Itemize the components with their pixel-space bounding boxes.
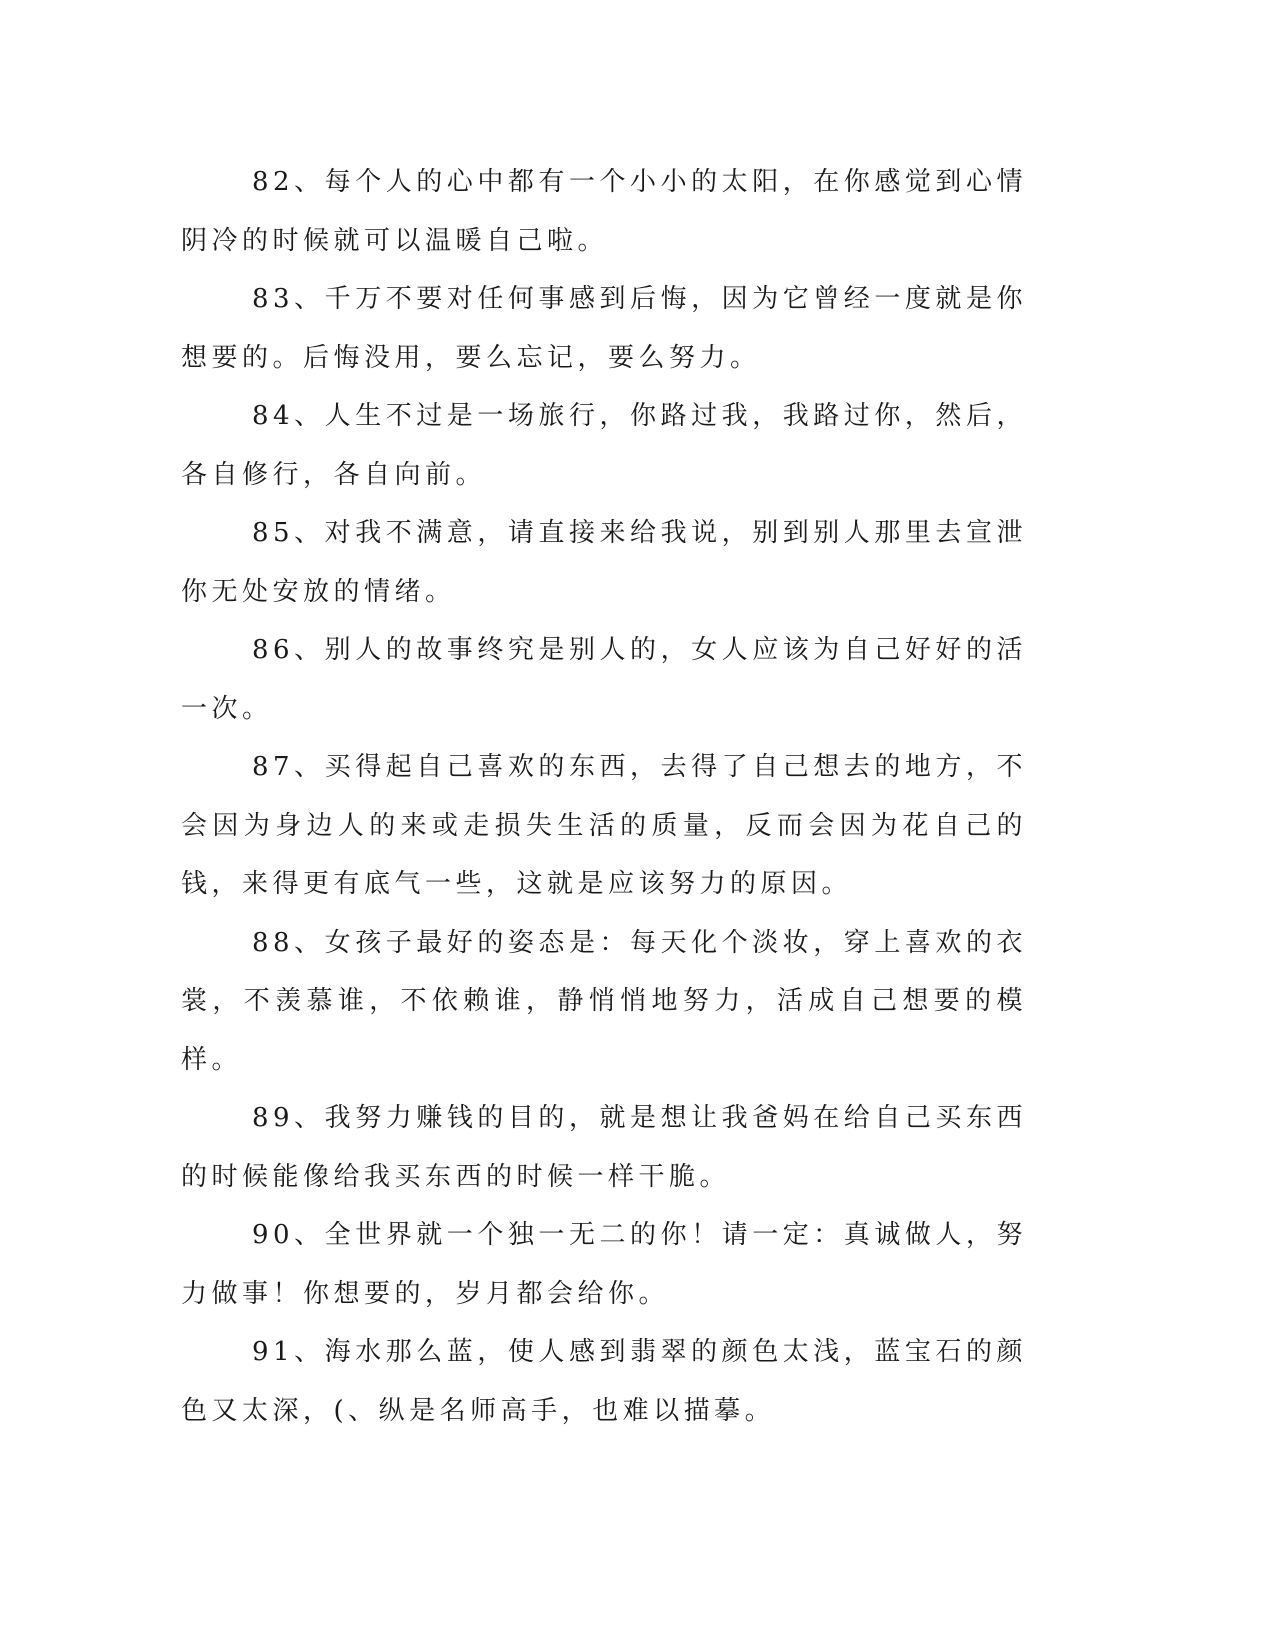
paragraph-86: 86、别人的故事终究是别人的，女人应该为自己好好的活一次。 bbox=[181, 635, 1027, 724]
paragraph-91: 91、海水那么蓝，使人感到翡翠的颜色太浅，蓝宝石的颜色又太深，(、纵是名师高手，也难以描摹。 bbox=[181, 1337, 1027, 1426]
paragraph-85: 85、对我不满意，请直接来给我说，别到别人那里去宣泄你无处安放的情绪。 bbox=[181, 518, 1027, 607]
paragraph-89: 89、我努力赚钱的目的，就是想让我爸妈在给自己买东西的时候能像给我买东西的时候一样干脆。 bbox=[181, 1103, 1027, 1192]
paragraph-88: 88、女孩子最好的姿态是：每天化个淡妆，穿上喜欢的衣裳，不羡慕谁，不依赖谁，静悄悄地努力，活成自己想要的模样。 bbox=[181, 927, 1027, 1075]
paragraph-83: 83、千万不要对任何事感到后悔，因为它曾经一度就是你想要的。后悔没用，要么忘记，要么努力。 bbox=[181, 284, 1027, 373]
paragraph-84: 84、人生不过是一场旅行，你路过我，我路过你，然后，各自修行，各自向前。 bbox=[181, 401, 1027, 490]
paragraph-90: 90、全世界就一个独一无二的你！请一定：真诚做人，努力做事！你想要的，岁月都会给你。 bbox=[181, 1220, 1027, 1309]
document-body bbox=[181, 153, 1027, 1440]
paragraph-87: 87、买得起自己喜欢的东西，去得了自己想去的地方，不会因为身边人的来或走损失生活的质量，反而会因为花自己的钱，来得更有底气一些，这就是应该努力的原因。 bbox=[181, 752, 1027, 899]
paragraph-82: 82、每个人的心中都有一个小小的太阳，在你感觉到心情阴冷的时候就可以温暖自己啦。 bbox=[181, 167, 1027, 256]
